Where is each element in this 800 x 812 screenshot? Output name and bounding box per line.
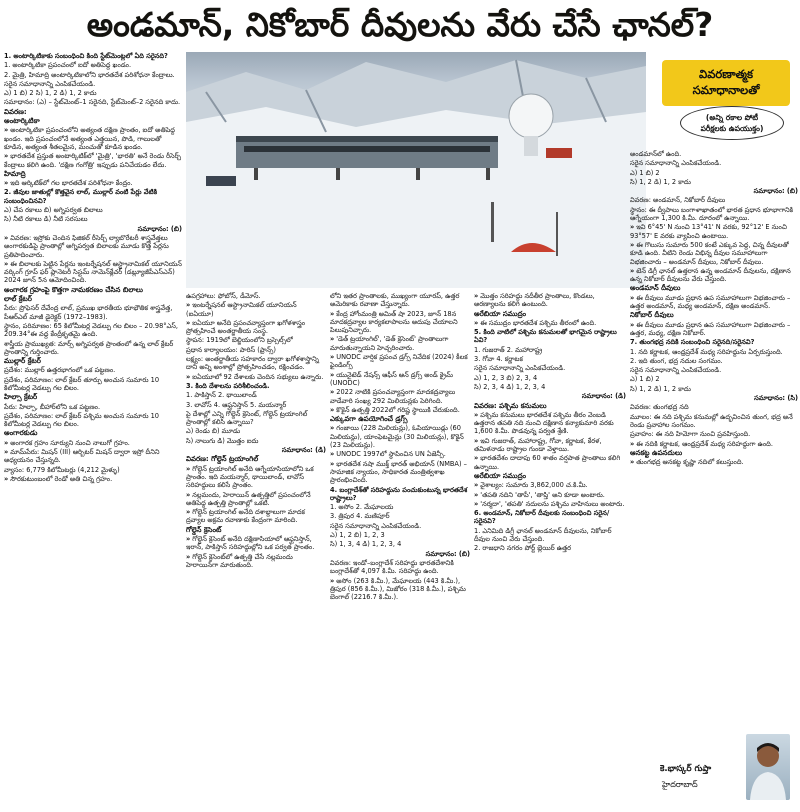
bullet-text: » ఇవి 6°45' N నుంచి 13°41' N వరకు, 92°12' E నుంచి 93°57' E వరకు వ్యాపించి ఉంటాయి. [630,223,798,240]
options-text: సి) 2, 3, 4 డి) 1, 2, 3, 4 [474,382,546,391]
subheading-text: వివరణ: పశ్చిమ కనుమలు [474,401,547,410]
subheading-text: వివరణ: [4,107,27,116]
paragraph-text: 2. మైత్రి, హిమాద్రి అంటార్కిటికాలోని భారతదేశ పరిశోధనా కేంద్రాలు. [4,70,175,79]
answer-text: సమాధానం: (బి) [425,549,470,558]
options-text: 3. గోవా 4. కర్ణాటక [474,355,523,364]
bullet-text: » గోల్డెన్ క్రెసెంట్ అనేది దక్షిణాసియాలో ఆఫ్ఘనిస్తాన్, ఇరాన్, పాకిస్తాన్ సరిహద్దుల్లోని ఒక పర్వత ప్రాంతం. [186,535,326,552]
bullet-text: » ఈ నదికి కర్ణాటక, ఆంధ్రప్రదేశ్ మధ్య సరిహద్దుగా ఉంది. [630,440,798,448]
options-text: 1. గుజరాత్ 2. మహారాష్ట్ర [474,345,543,354]
subheading-text: వివరణ: గోల్డెన్ ట్రయాంగిల్ [186,455,259,464]
bullet-text: » అసోం (263 కి.మీ.), మేఘాలయ (443 కి.మీ.), త్రిపుర (856 కి.మీ.), మిజోరం (318 కి.మీ.), పశ్చిమ బెంగాల్ (2216.7 కి.మీ.). [330,577,470,602]
paragraph-text: శాస్త్రీయ ప్రాముఖ్యత: మార్స్ అగ్నిపర్వత ప్రాంతంలో ఉన్న లాల్ క్రేటర్ ప్రాంతాన్ని గుర్తించారు. [4,339,174,356]
subheading-text: అరేబియా సముద్రం [474,309,527,318]
bullet-text: » భారతదేశ నషా ముక్త్ భారత్ అభియాన్ (NMBA) – సామాజిక న్యాయం, సాధికారత మంత్రిత్వశాఖ ప్రారంభించింది. [330,460,470,485]
options-text: ఎ) చేప రకాలు బి) అగ్నిపర్వత బిలాలు [4,206,103,215]
paragraph-text: ఎ) 1 బి) 2 సి) 1, 2 డి) 1, 2 కాదు [4,89,97,98]
paragraph-text: లక్ష్యం: అంతర్జాతీయ సహకారం ద్వారా ఖగోళశాస్త్రాన్ని దాని అన్ని అంశాల్లో ప్రోత్సహించడం, రక్షించడం. [186,355,319,372]
options-text: ఎ) 1 బి) 2 [630,168,660,177]
answer-text: సమాధానం: (సి) [754,394,798,403]
tag-line-1: వివరణాత్మక [699,67,753,81]
bullet-text: » ఈ దీవులు మూడు ప్రధాన ఉప సమూహాలుగా విభజించారు – ఉత్తర, మధ్య, దక్షిణ నికోబార్. [630,321,798,338]
bullet-text: » UNODC 1997లో స్థాపించిన UN ఏజెన్సీ. [330,450,470,458]
bullet-text: » భారతదేశ ప్రస్తుత అంటార్కిటిక్‌లో 'మైత్రి', 'భారతి' అనే రెండు రీసెర్చ్ కేంద్రాలు కలిగి ఉంది. 'దక్షిణ గంగోత్రి' ఇప్పుడు పనిచేయడం లేదు. [4,152,182,169]
bullet-text: » తుంగభద్ర ఆనకట్ట కృష్ణా నదిలో కలుస్తుంది. [630,458,798,466]
bullet-text: » భారతదేశం దాదాపు 60 శాతం వర్షపాత ప్రాంతాలు కలిగి ఉన్నాయి. [474,454,626,471]
bullet-text: » ఈ దీవులు మూడు ప్రధాన ఉప సమూహాలుగా విభజించారు – ఉత్తర అండమాన్, మధ్య అండమాన్, దక్షిణ అండమాన్. [630,294,798,311]
bullet-text: » గోల్డెన్ ట్రయాంగిల్ అనేది ఆగ్నేయాసియాలోని ఒక ప్రాంతం. ఇది మయన్మార్, థాయిలాండ్, లావోస్ సరిహద్దులు కలిసే ప్రాంతం. [186,465,326,490]
paragraph-text: 2. రాజధాని నగరం పోర్ట్ బ్లెయిర్ ఉత్తర [474,544,572,553]
paragraph-text: స్థాపన: 1919లో బెల్జియంలోని బ్రస్సెల్స్‌లో [186,336,293,345]
options-text: ఎ) రెండు బి) మూడు [186,427,241,436]
options-text: 1. పాకిస్తాన్ 2. థాయిలాండ్ [186,391,257,400]
paragraph-text: వివరణ: అండమాన్, నికోబార్ దీవులు [630,196,726,205]
options-text: 1. అసోం 2. మేఘాలయ [330,503,394,512]
bullet-text: » ఈ సముద్రం భారతదేశ పశ్చిమ తీరంలో ఉంది. [474,319,626,327]
paragraph-text: ఉపగ్రహాలు: ఫోబోస్, డీమోస్. [186,292,261,300]
question-text: 6. అండమాన్, నికోబార్ దీవులకు సంబంధించి సరైన/సరైనవి? [474,509,610,526]
tag-sub-line-1: (అన్ని రకాల పోటీ [705,113,759,122]
paragraph-text: మూలం: ఈ నది పశ్చిమ కనుమల్లో ఉద్భవించిన తుంగ, భద్ర అనే రెండు ప్రవాహాల సంగమం. [630,412,793,429]
question-text: 7. తుంగభద్ర నదికి సంబంధించి సరైనది/సరైనవి? [630,338,755,347]
bullet-text: » పశ్చిమ కనుమలు భారతదేశ పశ్చిమ తీరం వెంబడి ఉత్తరాన తపతి నది నుంచి దక్షిణాన కన్యాకుమారి వరకు 1,600 కి.మీ. పొడవున్న పర్వత శ్రేణి. [474,411,626,436]
paragraph-text: ప్రధాన కార్యాలయం: పారిస్ (ఫ్రాన్స్) [186,345,276,354]
options-text: ఎ) 1, 2, 3 బి) 2, 3, 4 [474,373,538,382]
paragraph-text: సరైన సమాధానాన్ని ఎంపికచేయండి. [4,79,96,88]
bullet-text: » నల్లమందు, హెరాయిన్ ఉత్పత్తిలో ప్రపంచంలోనే అతిపెద్ద ఉత్పత్తి ప్రాంతాల్లో ఒకటి. [186,491,326,508]
options-text: 3. లావోస్ 4. ఆఫ్ఘనిస్తాన్ 5. మయన్మార్ [186,400,287,409]
paragraph-text: ప్రదేశం: ముల్లార్ ఉత్తరభాగంలో ఒక పట్టణం. [4,366,116,375]
paragraph-text: వివరణ: ఇండో–బంగ్లాదేశ్ సరిహద్దు భారతదేశానికి బంగ్లాదేశ్‌తో 4,097 కి.మీ. సరిహద్దు ఉంది. [330,558,454,576]
tag-banner [662,60,790,106]
subheading-text: హిమాద్రి [4,169,26,178]
options-text: సి) 1, 2 డి) 1, 2 కాదు [630,384,691,393]
subheading-text: గోల్డెన్ క్రెసెంట్ [186,525,222,534]
options-text: సి) నీటి రకాలు డి) నీటి సరసులు [4,215,88,224]
bullet-text: » వివరణ: ఇస్రోకు చెందిన ఫిజికల్ రీసెర్చ్ ల్యాబొరేటరీ శాస్త్రవేత్తలు అంగారకుడిపై ప్రాంతాల్లో అగ్నిపర్వత బిలాలకు మూడు కొత్త పేర్లను ప్రతిపాదించారు. [4,234,182,259]
bullet-text: » కేంద్ర హోంమంత్రి అమిత్ షా 2023, జూన్ 18న మాదకద్రవ్యాల కార్యకలాపాలను అదుపు చేయాలని పిలుపునిచ్చారు. [330,310,470,335]
bullet-text: » అంగారక గ్రహం సూర్యుని నుంచి నాలుగో గ్రహం. [4,439,182,447]
column-4 [474,292,626,808]
bullet-text: » 2022 నాటికి ప్రపంచవ్యాప్తంగా మాదకద్రవ్యాలు వాడేవారి సంఖ్య 292 మిలియన్లకు పెరిగింది. [330,388,470,405]
paragraph-text: పేరు: హిల్సా, బీహార్‌లోని ఒక పట్టణం. [4,402,101,411]
answer-text: సమాధానం: (బి) [137,224,182,233]
bullet-text: » వైశాల్యం: సుమారు 3,862,000 చ.కి.మీ. [474,481,626,489]
options-text: సి) నాలుగు డి) మొత్తం ఐదు [186,436,259,445]
bullet-text: » కొకైన్ ఉత్పత్తి 2022లో గరిష్ట స్థాయికి చేరుకుంది. [330,406,470,414]
bullet-text: » ఈ గొలుసు సుమారు 500 కంటే ఎక్కువ పెద్ద, చిన్న దీవులతో కూడి ఉంది. వీటిని రెండు విభిన్న దీవుల సమూహాలుగా విభజించారు – అండమాన్ దీవులు, నికోబార్ దీవులు. [630,241,798,266]
paragraph-text: 1. అంటార్కిటికా ప్రపంచంలో ఐదో అతిపెద్ద ఖండం. [4,61,132,70]
column-1 [4,52,182,808]
station-illustration [186,52,646,288]
column-5 [630,150,798,710]
section-tag [654,52,798,146]
question-text: 4. బంగ్లాదేశ్‌తో సరిహద్దును పంచుకుంటున్న భారతదేశ రాష్ట్రాలు? [330,485,468,502]
paragraph-text: స్థానం: ఈ ద్వీపాలు బంగాళాఖాతంలో భారత ప్రధాన భూభాగానికి ఆగ్నేయంగా 1,300 కి.మీ. దూరంలో ఉన్నాయి. [630,205,794,223]
bullet-text: » ఐఏయూలో 92 దేశాలకు చెందిన సభ్యులు ఉన్నారు. [186,373,326,381]
options-text: సి) 1, 2 డి) 1, 2 కాదు [630,177,691,186]
column-2 [186,292,326,808]
subheading-text: హిల్సా క్రేటర్ [4,393,38,402]
paragraph-text: 2. ఇది తుంగ, భద్ర నదుల సంగమం. [630,356,723,365]
paragraph-text: వివరణ: తుంగభద్ర నది [630,403,689,412]
bullet-text: » గంజాయి (228 మిలియన్లు), ఓపియాయిడ్లు (60 మిలియన్లు), యాంఫెటమైన్లు (30 మిలియన్లు), కొకైన్ (23 మిలియన్లు). [330,424,470,449]
bullet-text: » మామ్‌పేరు: మిషన్ (III) ఆర్బిటర్ మిషన్ ద్వారా ఇస్రో దీనిని అధ్యయనం చేస్తున్నది. [4,448,182,465]
paragraph-text: సరైన సమాధానాన్ని ఎంపికచేయండి. [630,366,722,375]
options-text: ఎ) 1 బి) 2 [630,375,660,384]
answer-text: సమాధానం: (డి) [581,392,626,401]
subheading-text: అంటార్కిటికా [4,117,40,126]
bullet-text: » ఇది ఆర్కిటిక్‌లో గల భారతదేశ పరిశోధనా కేంద్రం. [4,179,182,187]
paragraph-text: సరైన సమాధానాన్ని ఎంపికచేయండి. [630,159,722,168]
bullet-text: » మొత్తం సరిహద్దు నదీతీర ప్రాంతాలు, కొండలు, అరణ్యాలను కలిగి ఉంటుంది. [474,292,626,309]
paragraph-text: అండమాన్‌లో ఉంది. [630,150,682,158]
paragraph-text: సమాధానం: (ఎ) – స్టేట్‌మెంట్–1 సరైనది, స్టేట్‌మెంట్–2 సరైనది కాదు. [4,98,181,107]
bullet-text: » ఈ బిలాలకు పెట్టిన పేర్లను ఇంటర్నేషనల్ ఆస్ట్రానామికల్ యూనియన్ వర్కింగ్ గ్రూప్ ఫర్ ప్లానెటరీ సిస్టమ్ నామెన్‌క్లేచర్ (డబ్ల్యూజీపీఎస్‌ఎన్) 2024 జూన్ 5న ఆమోదించింది. [4,260,182,285]
paragraph-text: 1. ఎనిమిది డిగ్రీ ఛానల్ అండమాన్ దీవులను, నికోబార్ దీవుల నుంచి వేరు చేస్తుంది. [474,526,612,544]
question-text: 5. కింది వాటిలో పశ్చిమ కనుమలతో భాగమైన రాష్ట్రాలు ఏవి? [474,328,617,345]
bullet-text: » గోల్డెన్ క్రెసెంట్‌లో ఉత్పత్తి చేసే నల్లమందు హెరాయిన్‌గా మారుతుంది. [186,553,326,570]
antarctic-station-photo [186,52,646,288]
paragraph-text: వ్యాసం: 6,779 కిలోమీటర్లు (4,212 మైళ్ళు) [4,465,120,474]
bullet-text: » 'తపతి నదిని 'తాపీ', 'తాప్తి' అని కూడా అంటారు. [474,491,626,499]
subheading-text: ఆనకట్ట ఉపనదులు [630,448,683,457]
tag-subtitle [680,106,784,140]
bullet-text: » అంటార్కిటికా ప్రపంచంలోని అత్యంత దక్షిణ ప్రాంతం, ఐదో అతిపెద్ద ఖండం. ఇది ప్రపంచంలోనే అత్యంత ఎత్తయిన, పొడి, గాలులతో కూడిన, అత్యంత శీతలమైన, మంచుతో కూడిన ఖండం. [4,126,182,151]
bullet-text: » 'నర్మదా', 'తపతి' నదులను పశ్చిమ వాహినులు అంటారు. [474,500,626,508]
paragraph-text: ప్రదేశం, పరిమాణం: లాల్ క్రేటర్ పశ్చిమ అంచున సుమారు 10 కిలోమీటర్ల వెడల్పు గల బిలం. [4,411,159,429]
paragraph-text: ప్రవాహం: ఈ నది హిమోగా నుంచి ప్రవహిస్తుంది. [630,430,751,439]
paragraph-text: సరైన సమాధానాన్ని ఎంపికచేయండి. [330,521,422,530]
subheading-text: లాల్ క్రేటర్ [4,295,32,304]
subheading-text: అరేబియా సముద్రం [474,471,527,480]
subheading-text: అంగారకుడు [4,429,38,438]
author-block [660,734,790,810]
bullet-text: » ఐఏయూ అనేది ప్రపంచవ్యాప్తంగా ఖగోళశాస్త్రం ప్రోత్సహించే అంతర్జాతీయ సంస్థ. [186,319,326,336]
headline: అండమాన్, నికోబార్ దీవులను వేరు చేసే ఛానల్? [86,5,714,44]
options-text: ఎ) 1, 2 బి) 1, 2, 3 [330,531,385,540]
paragraph-text: లోని ఇతర ప్రాంతాలకు, ముఖ్యంగా యూరప్, ఉత్తర అమెరికాకు రవాణా చేస్తున్నారు. [330,292,460,309]
author-name: కె.భాస్కర్ గుప్తా [660,764,712,774]
bullet-text: » యునైటెడ్ నేషన్స్ ఆఫీస్ ఆన్ డ్రగ్స్ అండ్ క్రైమ్ (UNODC) [330,371,470,388]
bullet-text: » గోల్డెన్ ట్రయాంగిల్ అనేది దశాబ్దాలుగా మాదక ద్రవ్యాల అక్రమ రవాణాకు కేంద్రంగా మారింది. [186,508,326,525]
question-text: 1. అంటార్కిటికాకు సంబంధించి కింది స్టేట్‌మెంట్లలో ఏది సరైనది? [4,52,168,60]
tag-line-2: సమాధానాలతో [692,83,760,97]
options-text: 3. త్రిపుర 4. మణిపూర్ [330,512,390,521]
subheading-text: ఎక్కువగా ఉపయోగించే డ్రగ్స్ [330,415,408,424]
tag-sub-line-2: పరీక్షలకు ఉపయుక్తం) [700,124,764,133]
answer-text: సమాధానం: (డి) [281,446,326,455]
bullet-text: » ఇవి గుజరాత్, మహారాష్ట్ర, గోవా, కర్ణాటక, కేరళ, తమిళనాడు రాష్ట్రాల గుండా వెళ్తాయి. [474,437,626,454]
question-text: 3. కింది దేశాలను పరిశీలించండి. [186,381,270,390]
author-portrait [746,734,790,800]
subheading-text: ముల్లార్ క్రేటర్ [4,357,41,366]
bullet-text: » ఇంటర్నేషనల్ ఆస్ట్రానామికల్ యూనియన్ (ఐఏయూ) [186,301,326,318]
paragraph-text: ప్రదేశం, పరిమాణం: లాల్ క్రేటర్ తూర్పు అంచున సుమారు 10 కిలోమీటర్ల వెడల్పు గల బిలం. [4,375,160,392]
author-photo [746,734,790,800]
question-text: 2. జీవుల జాతుల్లో కొత్తవైన లాల్, ముల్లార్ వంటి పేర్లు వేటికి సంబంధించినవి? [4,188,158,205]
column-3 [330,292,470,808]
answer-text: సమాధానం: (బి) [753,187,798,196]
paragraph-text: పై దేశాల్లో ఎన్ని గోల్డెన్ క్రెసెంట్, గోల్డెన్ ట్రయాంగిల్ ప్రాంతాల్లో కలిసి ఉన్నాయి? [186,409,308,427]
bullet-text: » సౌరకుటుంబంలో రెండో అతి చిన్న గ్రహం. [4,475,182,483]
subheading-text: అంగారక గ్రహంపై కొత్తగా నామకరణం చేసిన బిలాలు [4,285,143,294]
bullet-text: » టెన్ డిగ్రీ ఛానల్ ఉత్తరాన ఉన్న అండమాన్ దీవులను, దక్షిణాన ఉన్న నికోబార్ దీవులను వేరు చేస్తుంది. [630,267,798,284]
paragraph-text: సరైన సమాధానాన్ని ఎంపికచేయండి. [474,364,566,373]
options-text: సి) 1, 3, 4 డి) 1, 2, 3, 4 [330,540,402,549]
subheading-text: నికోబార్ దీవులు [630,311,674,320]
author-place: హైదరాబాద్ [662,780,698,789]
bullet-text: » 'డెత్ ట్రయాంగిల్', 'డెత్ క్రెసెంట్' ప్రాంతాలుగా మారుతున్నాయని హెచ్చరించారు. [330,335,470,352]
paragraph-text: 1. నది కర్ణాటక, ఆంధ్రప్రదేశ్ మధ్య సరిహద్దును ఏర్పరుస్తుంది. [630,347,783,356]
subheading-text: అండమాన్ దీవులు [630,284,681,293]
paragraph-text: స్థానం, పరిమాణం: 65 కిలోమీటర్ల వెడల్పు గల బిలం – 20.98°ఎస్, 209.34°ఈ వద్ద కేంద్రీకృతమై ఉంది. [4,321,178,339]
bullet-text: » UNODC వార్షిక ప్రపంచ డ్రగ్స్ నివేదిక (2024) కీలక ఫైండింగ్స్ [330,353,470,370]
paragraph-text: పేరు: ప్రొఫెసర్ దేవేంద్ర లాల్, ప్రముఖ భారతీయ భూభౌతిక శాస్త్రవేత్త, పీఆర్‌ఎల్ మాజీ డైరెక్టర్ (1972–1983). [4,304,173,321]
